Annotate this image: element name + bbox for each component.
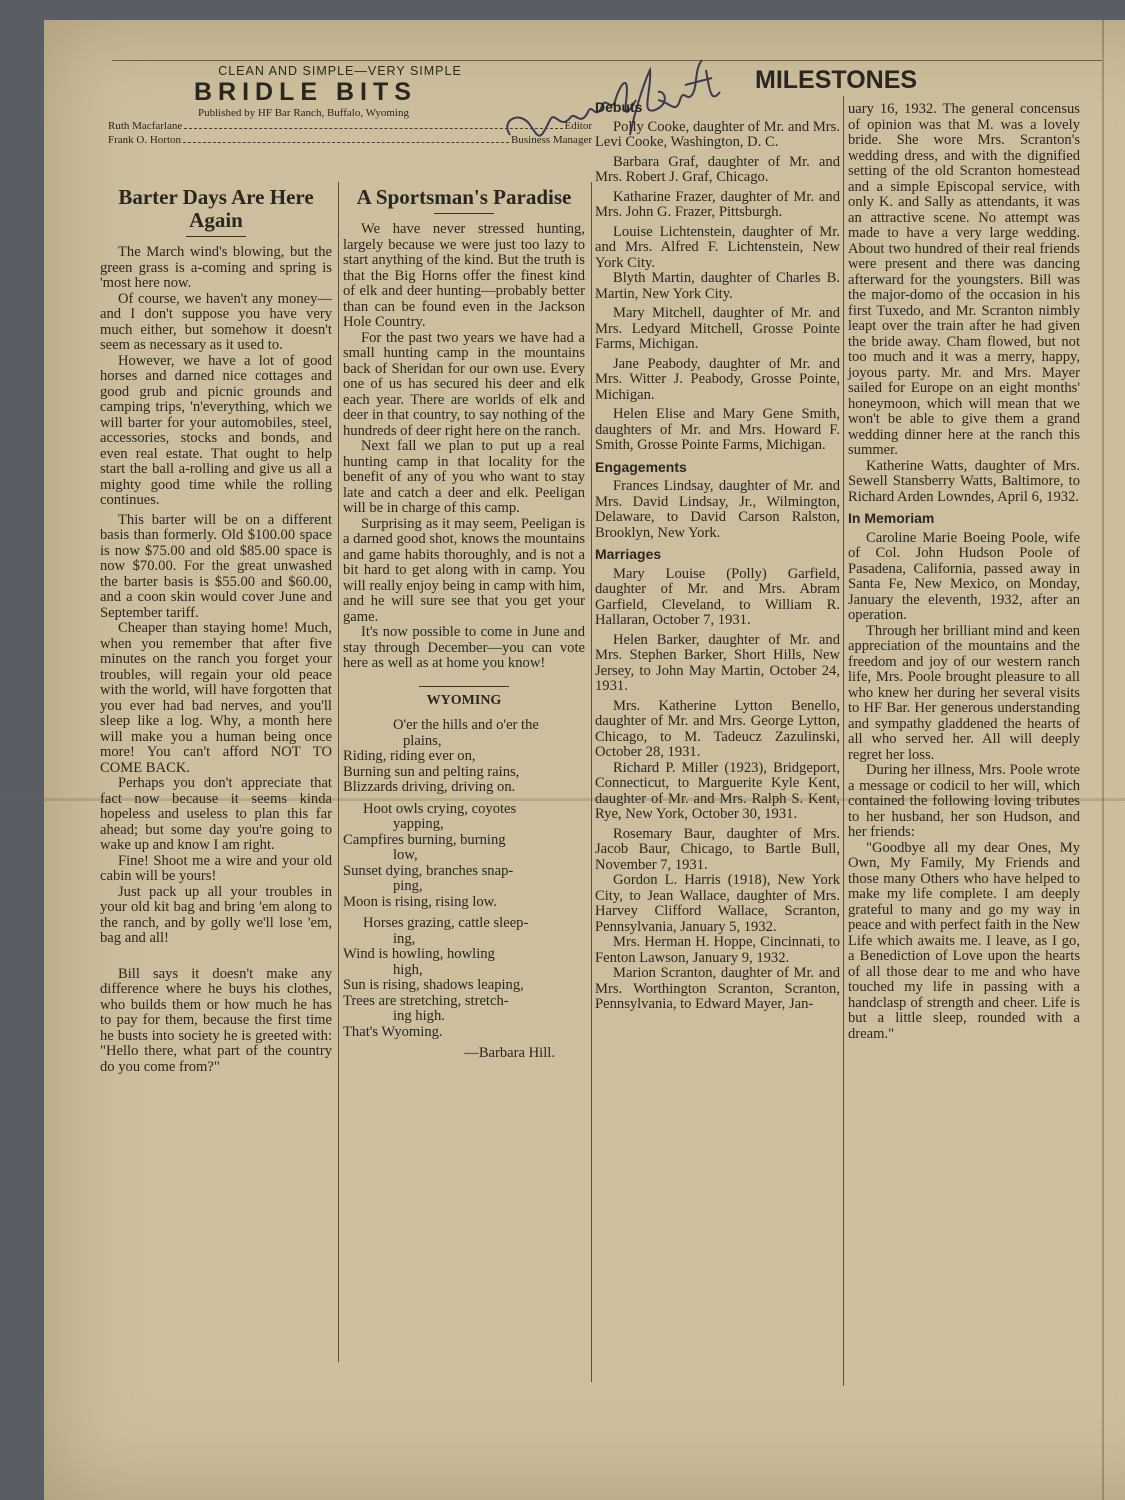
article-sportsman — [343, 186, 585, 1062]
barter-paragraph: Perhaps you don't appreciate that fact now because it seems kinda hopeless and useless to plan this far ahead; but some day you're going to wake up and know I am right. — [100, 775, 332, 853]
sportsman-paragraph: Surprising as it may seem, Peeligan is a darned good shot, knows the mountains and game habits thoroughly, and is not a bit hard to get along with in camp. You will really enjoy being in camp with him, and he will sure see that you get your game. — [343, 515, 585, 625]
section-memoriam: In Memoriam — [848, 510, 935, 526]
poem-line: ping, — [393, 878, 423, 894]
section-engagements: Engagements — [595, 458, 687, 475]
marriage-entry: Mrs. Katherine Lytton Benello, daughter of Mr. and Mrs. George Lytton, Chicago, to M. Tadeucz Zazulinski, October 28, 1931. — [595, 697, 840, 760]
editor-name: Ruth Macfarlane — [108, 120, 183, 132]
barter-paragraph: However, we have a lot of good horses and darned nice cottages and good grub and picnic grounds and camping trips, 'n'everything, which we will barter for your automobiles, steel, accessories, stocks and bonds, and even real estate. That ought to help start the ball a-rolling and give us all a mighty good time while the rolling continues. — [100, 352, 332, 508]
poem-line: Sunset dying, branches snap- — [343, 862, 514, 879]
marriage-entry: Gordon L. Harris (1918), New York City, to Jean Wallace, daughter of Mrs. Harvey Clifford Wallace, Scranton, Pennsylvania, January 5, 1932. — [595, 872, 840, 935]
manager-name: Frank O. Horton — [108, 134, 182, 146]
column-rule — [843, 96, 844, 1386]
masthead-publisher: Published by HF Bar Ranch, Buffalo, Wyoming — [198, 107, 409, 119]
marriage-entry: Katherine Watts, daughter of Mrs. Sewell Stansberry Watts, Baltimore, to Richard Arden Lowndes, April 6, 1932. — [848, 457, 1080, 505]
debut-entry: Polly Cooke, daughter of Mr. and Mrs. Levi Cooke, Washington, D. C. — [595, 118, 840, 150]
barter-paragraph: Of course, we haven't any money—and I don't suppose you have very much either, but somehow it doesn't seem as necessary as it used to. — [100, 290, 332, 353]
debut-entry: Mary Mitchell, daughter of Mr. and Mrs. Ledyard Mitchell, Grosse Pointe Farms, Michigan. — [595, 305, 840, 352]
memoriam-paragraph: Caroline Marie Boeing Poole, wife of Col. John Hudson Poole of Pasadena, California, passed away in Santa Fe, New Mexico, on Monday, January the eleventh, 1932, after an operation. — [848, 529, 1080, 623]
poem-author: —Barbara Hill. — [464, 1045, 555, 1061]
section-marriages: Marriages — [595, 546, 662, 562]
barter-paragraph: The March wind's blowing, but the green grass is a-coming and spring is 'most here now. — [100, 244, 332, 291]
marriage-entry: Rosemary Baur, daughter of Mrs. Jacob Baur, Chicago, to Bartle Bull, November 7, 1931. — [595, 825, 840, 873]
marriage-continuation: uary 16, 1932. The general concensus of opinion was that M. was a lovely bride. She wore Mrs. Scranton's wedding dress, and with the dignified setting of the old Scranton homestead and a simple Episcopal service, with only K. and Sally as attendants, it was an attractive scene. No attempt was made to have a very large wedding. About two hundred of their real friends were present and there was dancing afterward for the youngsters. Bill was the major-domo of the occasion in his first Tuxedo, and Mr. Scranton nimbly leapt over the train after he had given the bride away. Cham flowed, but not too much and it was a merry, happy, joyous party. Mr. and Mrs. Mayer sailed for Europe on an eight months' honeymoon, which will mean that we won't be able to give them a grand wedding dinner here at the ranch this summer. — [848, 101, 1080, 458]
debut-entry: Katharine Frazer, daughter of Mr. and Mrs. John G. Frazer, Pittsburgh. — [595, 188, 840, 220]
masthead-tagline: CLEAN AND SIMPLE—VERY SIMPLE — [218, 64, 462, 78]
poem-line: O'er the hills and o'er the — [393, 717, 539, 733]
poem-line: Wind is howling, howling — [343, 946, 495, 962]
poem-line: Burning sun and pelting rains, — [343, 763, 520, 780]
poem-line: high, — [393, 961, 423, 978]
barter-paragraph: Fine! Shoot me a wire and your old cabin will be yours! — [100, 852, 332, 884]
masthead-title: BRIDLE BITS — [194, 78, 417, 106]
poem-line: low, — [393, 847, 418, 863]
poem-line: Horses grazing, cattle sleep- — [363, 915, 529, 931]
barter-paragraph: Just pack up all your troubles in your old kit bag and bring 'em along to the ranch, and by golly we'll lose 'em, bag and all! — [100, 883, 332, 946]
barter-paragraph: This barter will be on a different basis than formerly. Old $100.00 space is now $75.00 and old $85.00 space is now $70.00. For the great unwashed the barter basis is $55.00 and $60.00, and a coon skin would cover June and September tariff. — [100, 511, 332, 621]
milestones-title: MILESTONES — [755, 66, 918, 94]
barter-paragraph: Cheaper than staying home! Much, when you remember that after five minutes on the ranch you forget your troubles, will regain your old peace with the world, will have forgotten that you ever had bad nerves, and you'll sleep like a log. Why, a month here will make you a human being once more! You can't afford NOT TO COME BACK. — [100, 620, 332, 776]
memoriam-paragraph: "Goodbye all my dear Ones, My Own, My Family, My Friends and those many Others who have helped to make my life complete. I am deeply grateful to many and go my way in peace and with perfect faith in the New Life which awaits me. I leave, as I go, a Benediction of Love upon the hearts of all those dear to me and who have touched my life in passing with a handclasp of strength and cheer. Life is but a little sleep, rounded with a dream." — [848, 839, 1080, 1042]
poem-title: WYOMING — [426, 692, 502, 708]
sportsman-title: A Sportsman's Paradise — [356, 185, 572, 209]
engagement-entry: Frances Lindsay, daughter of Mr. and Mrs. David Lindsay, Jr., Wilmington, Delaware, to David Carson Ralston, Brooklyn, New York. — [595, 478, 840, 541]
milestones-column-1 — [595, 100, 840, 1013]
debut-entry: Blyth Martin, daughter of Charles B. Martin, New York City. — [595, 270, 840, 302]
poem-line: Campfires burning, burning — [343, 831, 506, 848]
poem-line: Riding, riding ever on, — [343, 748, 476, 764]
sportsman-paragraph: It's now possible to come in June and stay through December—you can vote here as well as at home you know! — [343, 624, 585, 671]
debut-entry: Jane Peabody, daughter of Mr. and Mrs. Witter J. Peabody, Grosse Pointe, Michigan. — [595, 355, 840, 403]
debut-entry: Barbara Graf, daughter of Mr. and Mrs. Robert J. Graf, Chicago. — [595, 153, 840, 185]
marriage-entry: Richard P. Miller (1923), Bridgeport, Connecticut, to Marguerite Kyle Kent, daughter of Mr. and Mrs. Ralph S. Kent, Rye, New York, October 30, 1931. — [595, 759, 840, 822]
column-rule — [338, 182, 339, 1362]
memoriam-paragraph: Through her brilliant mind and keen appreciation of the mountains and the freedom and joy of our western ranch life, Mrs. Poole brought pleasure to all who knew her during her several visits to HF Bar. Her generous understanding and sympathy gladdened the hearts of all who served her. All will deeply regret her loss. — [848, 622, 1080, 763]
poem-line: That's Wyoming. — [343, 1023, 443, 1040]
debut-entry: Helen Elise and Mary Gene Smith, daughters of Mr. and Mrs. Howard F. Smith, Grosse Pointe Farms, Michigan. — [595, 406, 840, 453]
barter-paragraph: Bill says it doesn't make any difference where he buys his clothes, who builds them or how much he has to pay for them, because the first time he busts into society he is greeted with: "Hello there, what part of the country do you come from?" — [100, 965, 332, 1075]
barter-title: Barter Days Are Here Again — [118, 185, 314, 232]
article-barter — [100, 186, 332, 1075]
poem-line: Blizzards driving, driving on. — [343, 779, 516, 795]
sportsman-paragraph: For the past two years we have had a small hunting camp in the mountains back of Sheridan for our own use. Every one of us has secured his deer and elk each year. There are worlds of elk and deer in that country, to say nothing of the hundreds of deer right here on the ranch. — [343, 329, 585, 439]
editor-role: Editor — [564, 120, 592, 132]
manager-role: Business Manager — [511, 134, 592, 146]
section-debuts: Debuts — [595, 99, 643, 115]
milestones-column-2 — [848, 102, 1080, 1042]
marriage-entry: Mary Louise (Polly) Garfield, daughter of Mr. and Mrs. Abram Garfield, Cleveland, to William R. Hallaran, October 7, 1931. — [595, 565, 840, 628]
poem-line: Hoot owls crying, coyotes — [363, 800, 517, 817]
memoriam-paragraph: During her illness, Mrs. Poole wrote a message or codicil to her will, which contained the following loving tributes to her husband, her son Hudson, and her friends: — [848, 762, 1080, 840]
poem-line: ing, — [393, 930, 416, 947]
poem-wyoming — [343, 718, 585, 1062]
poem-line: Sun is rising, shadows leaping, — [343, 977, 524, 993]
page-edge — [1102, 20, 1104, 1500]
poem-line: yapping, — [393, 816, 444, 832]
column-rule — [591, 182, 592, 1382]
marriage-entry: Marion Scranton, daughter of Mr. and Mrs. Worthington Scranton, Scranton, Pennsylvania, to Edward Mayer, Jan- — [595, 965, 840, 1012]
debut-entry: Louise Lichtenstein, daughter of Mr. and Mrs. Alfred F. Lichtenstein, New York City. — [595, 223, 840, 271]
poem-line: ing high. — [393, 1008, 445, 1024]
marriage-entry: Mrs. Herman H. Hoppe, Cincinnati, to Fenton Lawson, January 9, 1932. — [595, 934, 840, 966]
poem-line: Moon is rising, rising low. — [343, 893, 497, 910]
poem-line: plains, — [403, 732, 442, 749]
sportsman-paragraph: Next fall we plan to put up a real hunting camp in that locality for the benefit of any of you who want to stay late and catch a deer and elk. Peeligan will be in charge of this camp. — [343, 438, 585, 516]
poem-line: Trees are stretching, stretch- — [343, 992, 509, 1009]
sportsman-paragraph: We have never stressed hunting, largely because we were just too lazy to start anything of the kind. But the truth is that the Big Horns offer the finest kind of elk and deer hunting—probably better than can be found even in the Jackson Hole Country. — [343, 221, 585, 330]
marriage-entry: Helen Barker, daughter of Mr. and Mrs. Stephen Barker, Short Hills, New Jersey, to John May Martin, October 24, 1931. — [595, 631, 840, 694]
